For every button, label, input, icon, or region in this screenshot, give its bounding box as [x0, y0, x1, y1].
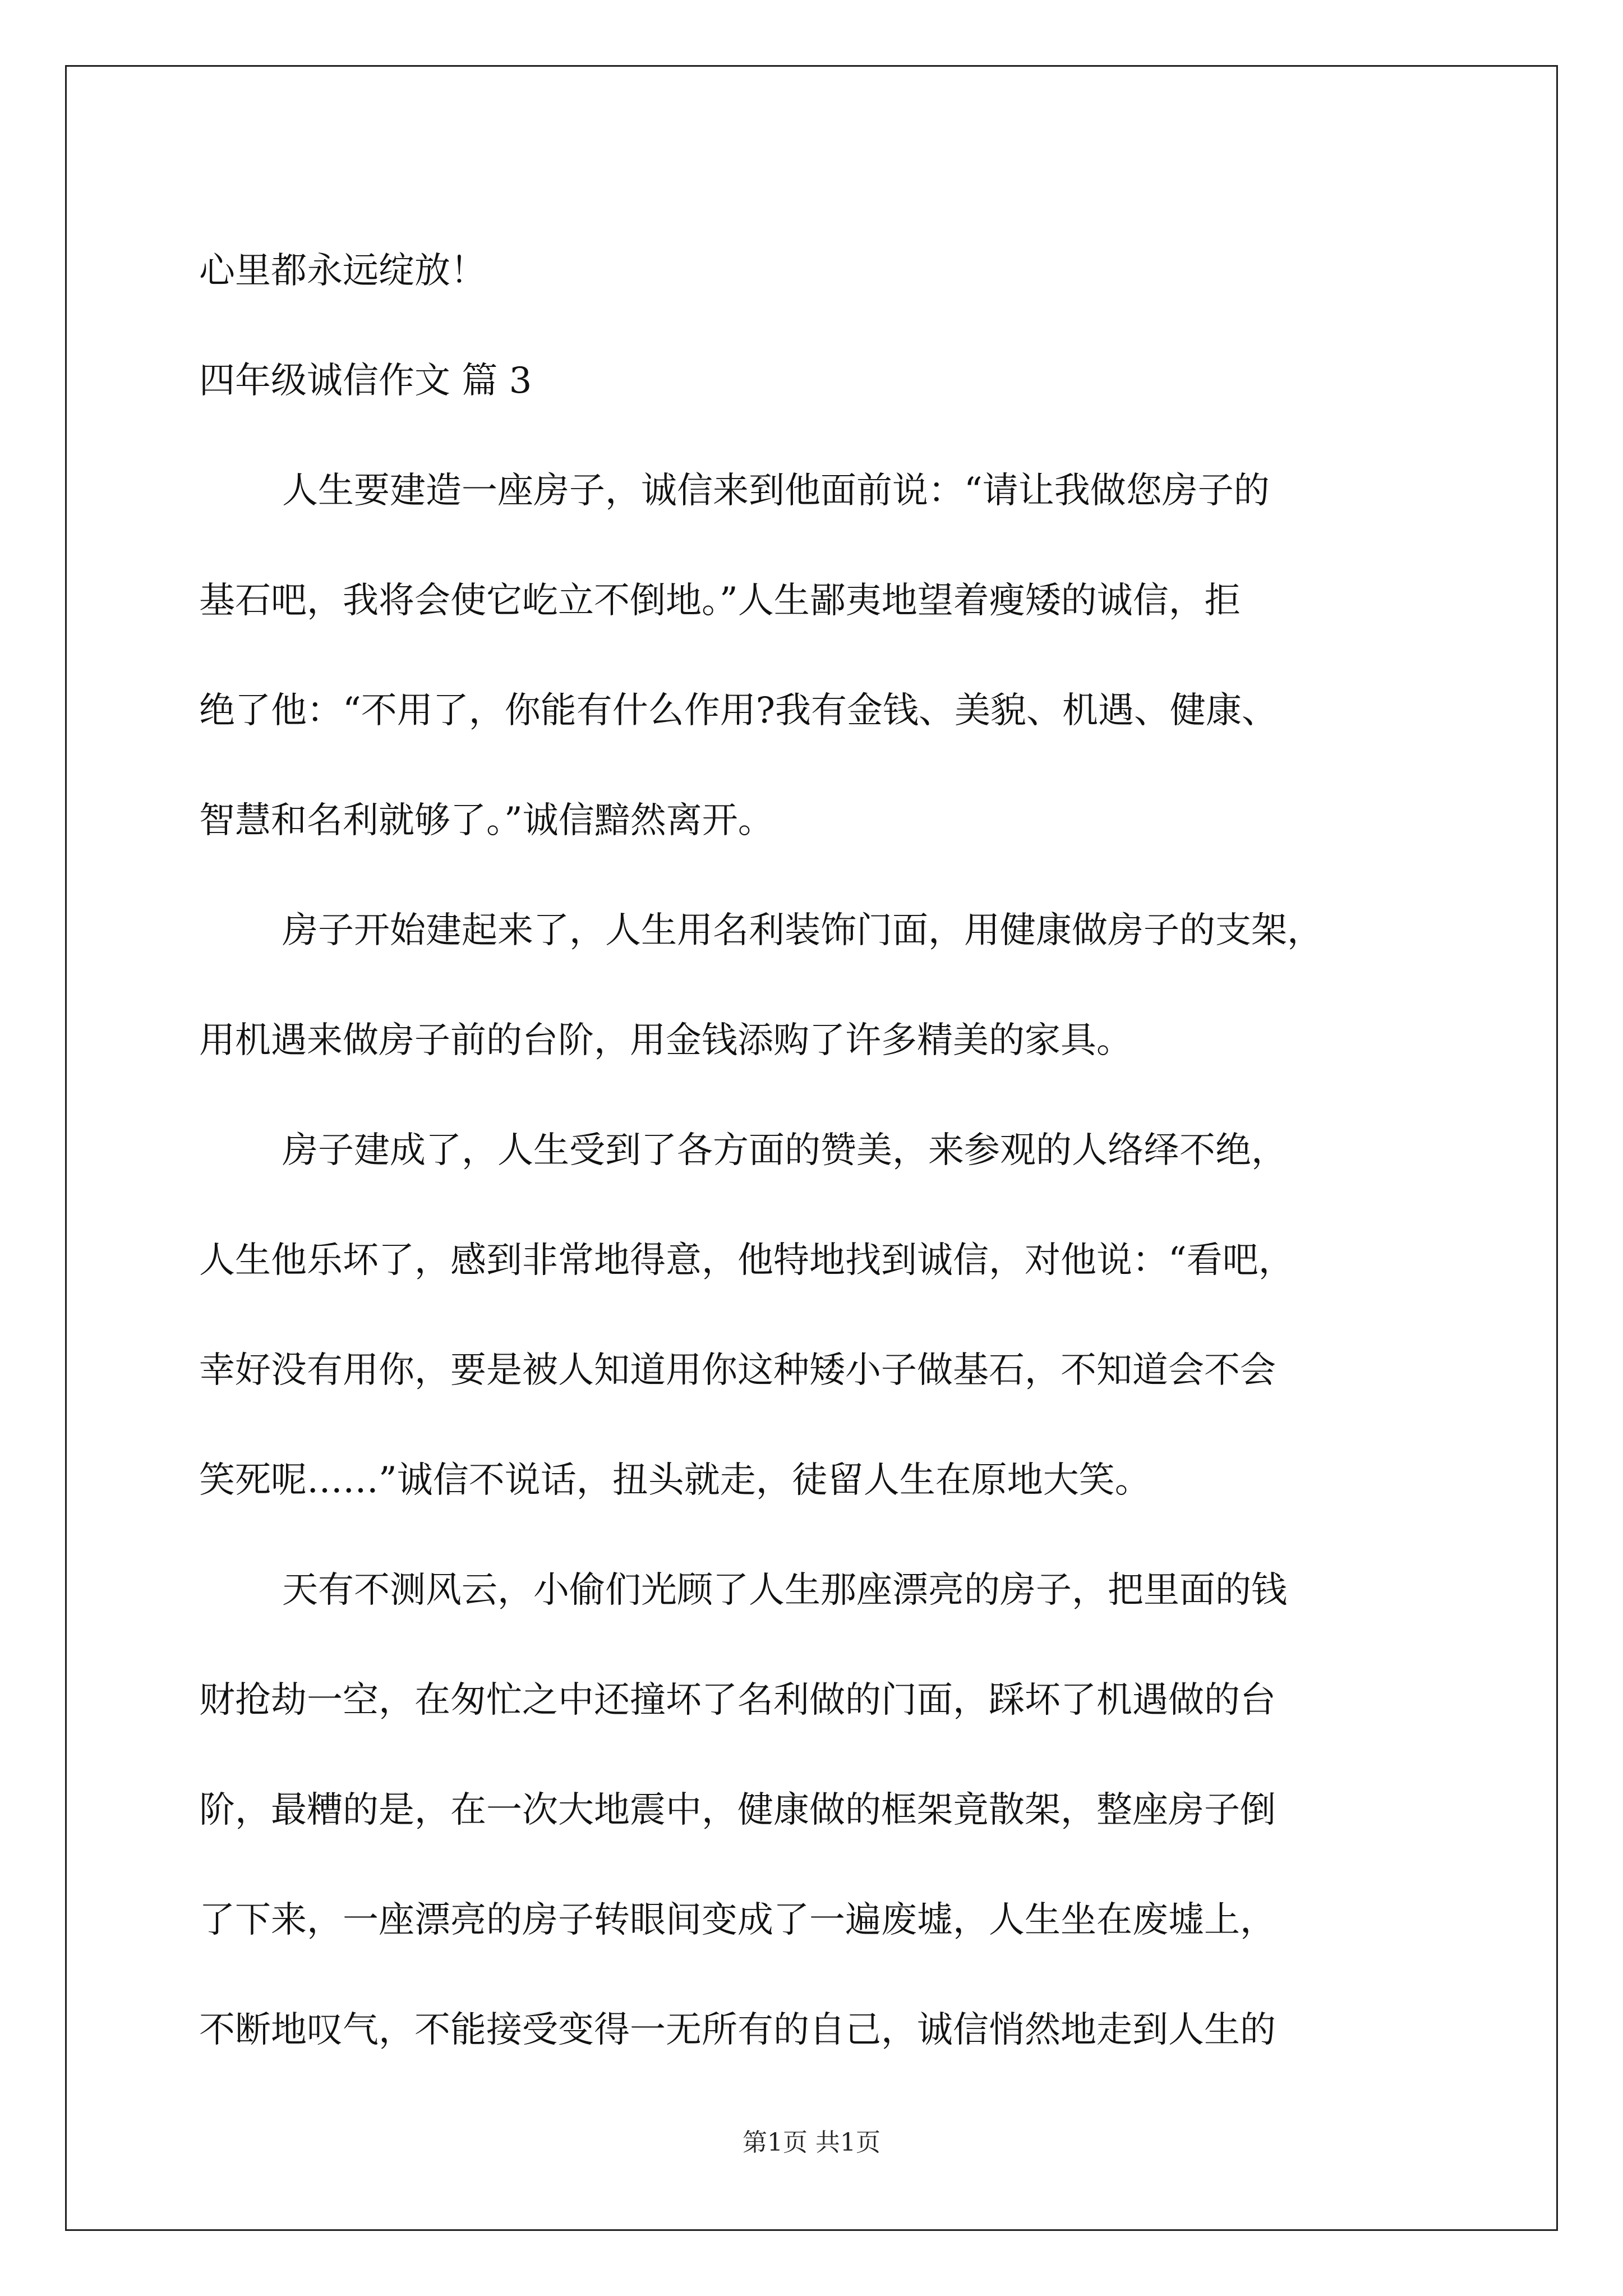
document-body	[199, 216, 1467, 2085]
paragraph-line: 不断地叹气，不能接受变得一无所有的自己，诚信悄然地走到人生的	[199, 2009, 1276, 2051]
paragraph-line: 基石吧，我将会使它屹立不倒地。”人生鄙夷地望着瘦矮的诚信，拒	[199, 580, 1241, 622]
paragraph-line: 人生他乐坏了，感到非常地得意，他特地找到诚信，对他说：“看吧，	[199, 1240, 1294, 1281]
paragraph-line: 笑死呢……”诚信不说话，扭头就走，徒留人生在原地大笑。	[199, 1460, 1151, 1501]
paragraph-line: 阶，最糟的是，在一次大地震中，健康做的框架竟散架，整座房子倒	[199, 1789, 1276, 1831]
paragraph-line: 绝了他：“不用了，你能有什么作用?我有金钱、美貌、机遇、健康、	[199, 690, 1278, 731]
paragraph-line: 了下来，一座漂亮的房子转眼间变成了一遍废墟，人生坐在废墟上，	[199, 1899, 1276, 1941]
paragraph-line: 幸好没有用你，要是被人知道用你这种矮小子做基石，不知道会不会	[199, 1350, 1276, 1391]
paragraph-line: 人生要建造一座房子，诚信来到他面前说：“请让我做您房子的	[282, 470, 1270, 512]
paragraph-line: 天有不测风云，小偷们光顾了人生那座漂亮的房子，把里面的钱	[282, 1570, 1287, 1611]
text-line: 心里都永远绽放！	[199, 250, 486, 292]
paragraph-line: 用机遇来做房子前的台阶，用金钱添购了许多精美的家具。	[199, 1020, 1132, 1061]
paragraph-line: 房子建成了，人生受到了各方面的赞美，来参观的人络绎不绝，	[282, 1130, 1287, 1171]
paragraph-line: 财抢劫一空，在匆忙之中还撞坏了名利做的门面，踩坏了机遇做的台	[199, 1680, 1276, 1721]
section-heading: 四年级诚信作文 篇 3	[199, 360, 532, 402]
paragraph-line: 智慧和名利就够了。”诚信黯然离开。	[199, 800, 774, 841]
page-number-footer: 第1页 共1页	[743, 2128, 880, 2157]
paragraph-line: 房子开始建起来了，人生用名利装饰门面，用健康做房子的支架，	[282, 910, 1323, 951]
